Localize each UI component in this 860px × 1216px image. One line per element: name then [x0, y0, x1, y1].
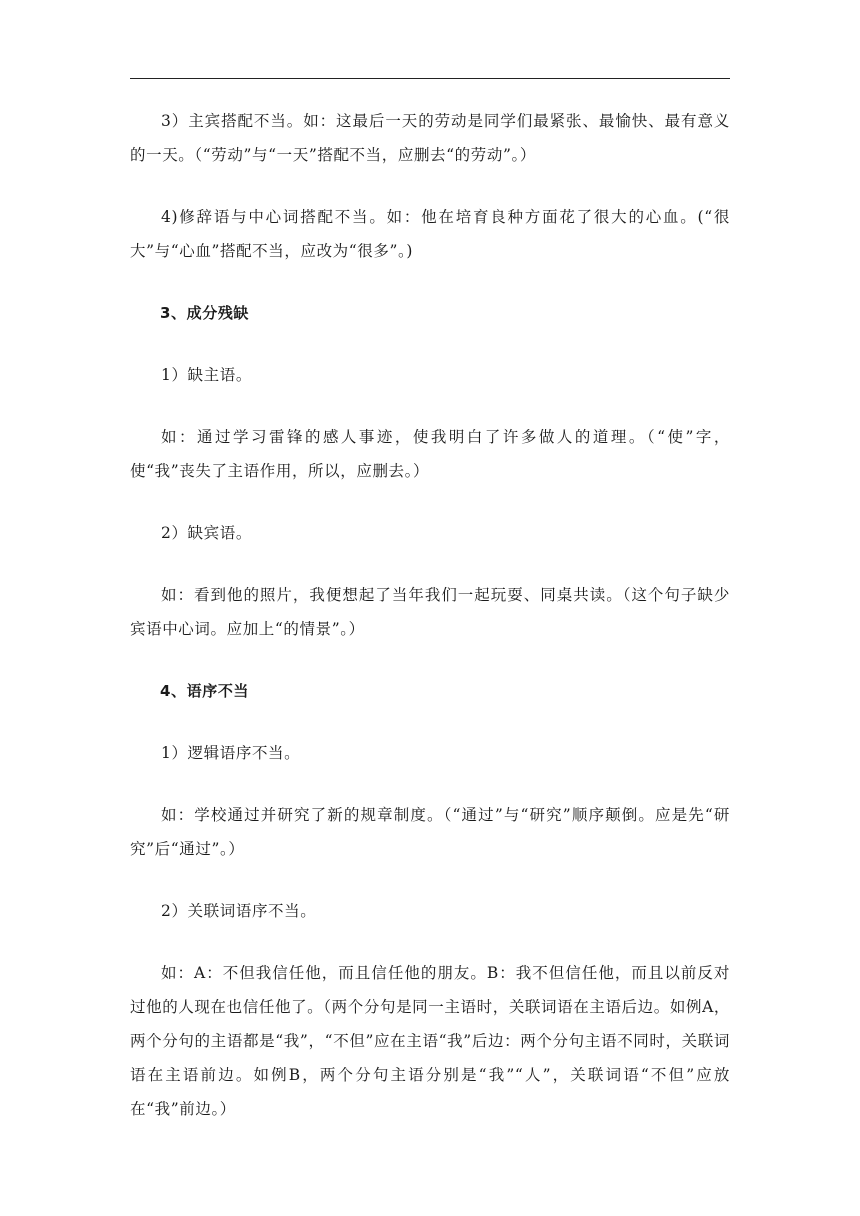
para-subject-object-mismatch: 3）主宾搭配不当。如：这最后一天的劳动是同学们最紧张、最愉快、最有意义的一天。（“劳动”与“一天”搭配不当，应删去“的劳动”。）	[130, 112, 730, 164]
para-conjunction-order-example: 如：A：不但我信任他，而且信任他的朋友。B：我不但信任他，而且以前反对过他的人现在也信任他了。（两个分句是同一主语时，关联词语在主语后边。如例A，两个分句的主语都是“我”，“不但”应在主语“我”后边：两个分句主语不同时，关联词语在主语前边。如例B，两个分句主语分别是“我”“人”，关联词语“不但”应放在“我”前边。）	[130, 964, 730, 1118]
para-modifier-head-mismatch: 4)修辞语与中心词搭配不当。如：他在培育良种方面花了很大的心血。(“很大”与“心血”搭配不当，应改为“很多”。)	[130, 208, 730, 260]
page-body	[130, 104, 730, 1154]
heading-word-order: 4、语序不当	[160, 682, 250, 700]
para-missing-object-example: 如：看到他的照片，我便想起了当年我们一起玩耍、同桌共读。（这个句子缺少宾语中心词。应加上“的情景”。）	[130, 586, 730, 638]
header-rule	[130, 78, 730, 79]
para-missing-subject: 1）缺主语。	[161, 366, 252, 384]
para-missing-subject-example: 如：通过学习雷锋的感人事迹，使我明白了许多做人的道理。（“使”字，使“我”丧失了主语作用，所以，应删去。）	[130, 428, 730, 480]
para-missing-object: 2）缺宾语。	[161, 524, 252, 542]
para-logical-order-example: 如：学校通过并研究了新的规章制度。（“通过”与“研究”顺序颠倒。应是先“研究”后“通过”。）	[130, 806, 730, 858]
para-logical-order: 1）逻辑语序不当。	[161, 744, 301, 762]
heading-missing-components: 3、成分残缺	[160, 304, 250, 322]
para-conjunction-order: 2）关联词语序不当。	[161, 902, 317, 920]
